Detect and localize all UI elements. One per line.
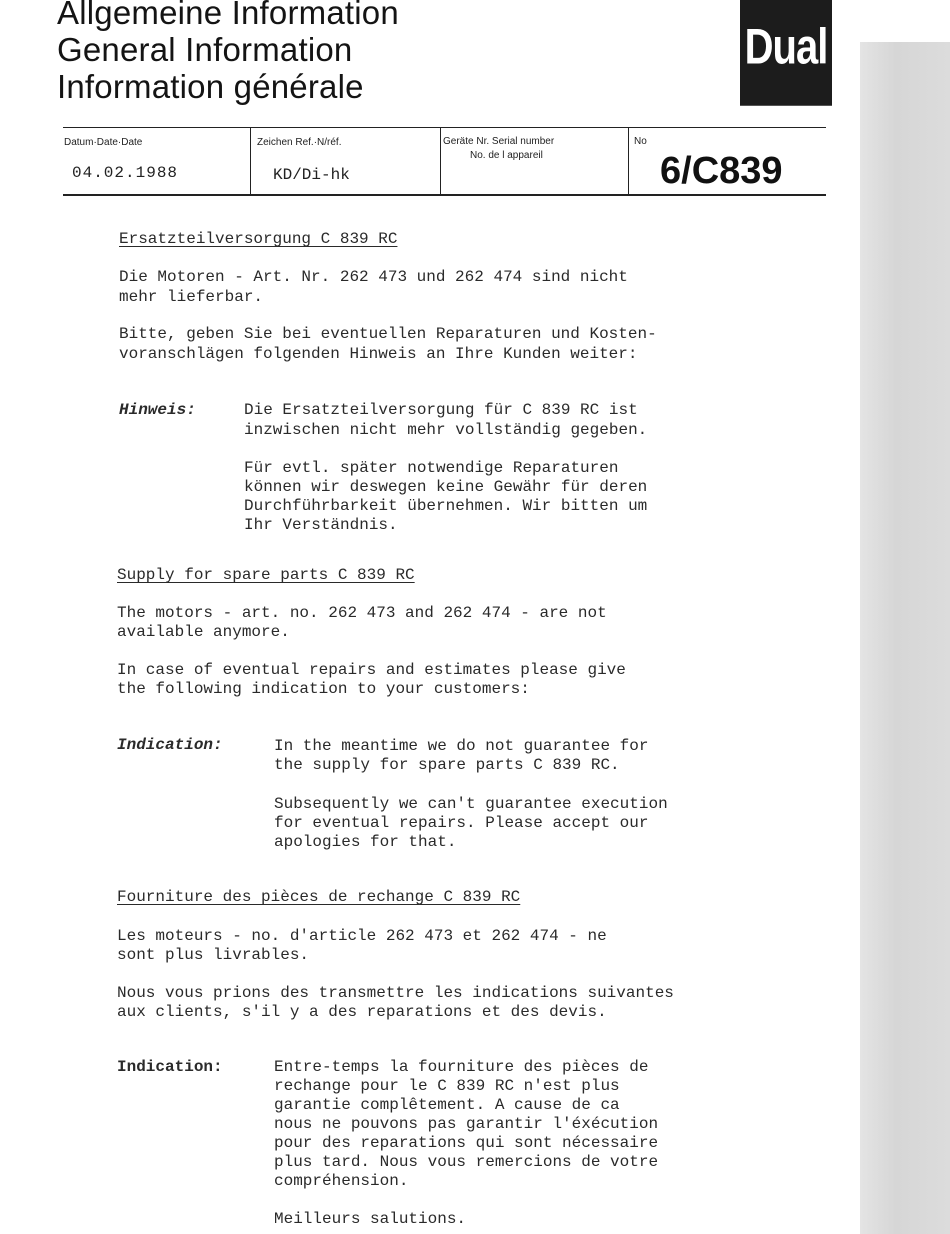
german-paragraph-line: Die Motoren - Art. Nr. 262 473 und 262 474 sind nicht	[119, 268, 628, 286]
german-note-line: können wir deswegen keine Gewähr für deren	[244, 478, 648, 496]
french-note-line: rechange pour le C 839 RC n'est plus	[274, 1077, 620, 1095]
german-paragraph-line: mehr lieferbar.	[119, 288, 264, 306]
field-divider	[628, 127, 629, 194]
english-note-line: In the meantime we do not guarantee for	[274, 737, 649, 755]
english-note-line: the supply for spare parts C 839 RC.	[274, 756, 620, 774]
german-heading: Ersatzteilversorgung C 839 RC	[119, 230, 398, 248]
title-german: Allgemeine Information	[57, 0, 399, 31]
title-french: Information générale	[57, 68, 364, 105]
french-closing: Meilleurs salutions.	[274, 1210, 467, 1228]
logo-text: Dual	[744, 18, 828, 74]
english-paragraph-line: The motors - art. no. 262 473 and 262 474 - are not	[117, 604, 607, 622]
french-paragraph-line: sont plus livrables.	[117, 946, 310, 964]
french-paragraph-line: Nous vous prions des transmettre les indications suivantes	[117, 984, 674, 1002]
english-paragraph-line: the following indication to your customers:	[117, 680, 530, 698]
german-note-line: Durchführbarkeit übernehmen. Wir bitten um	[244, 497, 648, 515]
french-note-line: compréhension.	[274, 1172, 409, 1190]
german-paragraph-line: Bitte, geben Sie bei eventuellen Reparaturen und Kosten-	[119, 325, 657, 343]
dual-logo	[740, 0, 832, 106]
scan-shadow-edge	[860, 42, 950, 1234]
german-note-line: inzwischen nicht mehr vollständig gegeben.	[244, 421, 648, 439]
german-paragraph-line: voranschlägen folgenden Hinweis an Ihre Kunden weiter:	[119, 345, 638, 363]
title-english: General Information	[57, 31, 353, 68]
english-note-line: for eventual repairs. Please accept our	[274, 814, 649, 832]
number-label: No	[634, 136, 647, 147]
header-rule-bottom	[63, 194, 826, 196]
french-note-label: Indication:	[117, 1058, 223, 1076]
english-paragraph-line: In case of eventual repairs and estimates please give	[117, 661, 626, 679]
serial-label: Geräte Nr. Serial number	[443, 136, 555, 147]
german-note-label: Hinweis:	[119, 401, 196, 419]
english-heading: Supply for spare parts C 839 RC	[117, 566, 415, 584]
reference-label: Zeichen Ref.·N/réf.	[257, 137, 342, 148]
field-divider	[250, 127, 251, 194]
german-note-line: Die Ersatzteilversorgung für C 839 RC ist	[244, 401, 638, 419]
field-divider	[440, 127, 441, 194]
french-paragraph-line: aux clients, s'il y a des reparations et des devis.	[117, 1003, 607, 1021]
serial-label-french: No. de l appareil	[470, 150, 543, 161]
french-note-line: Entre-temps la fourniture des pièces de	[274, 1058, 649, 1076]
document-titles	[57, 0, 399, 105]
date-label: Datum·Date·Date	[64, 137, 143, 148]
english-note-label: Indication:	[117, 736, 223, 754]
date-value: 04.02.1988	[72, 164, 179, 182]
french-note-line: garantie complêtement. A cause de ca	[274, 1096, 620, 1114]
english-note-line: apologies for that.	[274, 833, 457, 851]
header-rule-top	[63, 127, 826, 128]
german-note-line: Für evtl. später notwendige Reparaturen	[244, 459, 619, 477]
french-note-line: nous ne pouvons pas garantir l'éxécution	[274, 1115, 659, 1133]
french-paragraph-line: Les moteurs - no. d'article 262 473 et 262 474 - ne	[117, 927, 607, 945]
french-heading: Fourniture des pièces de rechange C 839 RC	[117, 888, 521, 906]
english-note-line: Subsequently we can't guarantee execution	[274, 795, 668, 813]
english-paragraph-line: available anymore.	[117, 623, 290, 641]
german-note-line: Ihr Verständnis.	[244, 516, 398, 534]
reference-value: KD/Di-hk	[273, 166, 350, 184]
french-note-line: plus tard. Nous vous remercions de votre	[274, 1153, 659, 1171]
document-number: 6/C839	[660, 150, 783, 192]
french-note-line: pour des reparations qui sont nécessaire	[274, 1134, 659, 1152]
